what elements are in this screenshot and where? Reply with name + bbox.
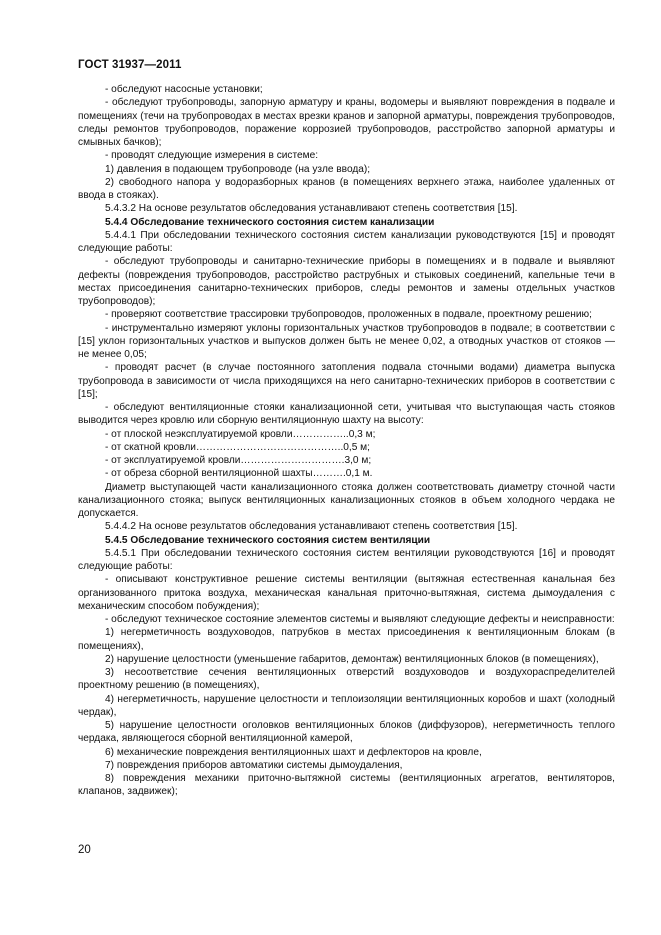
document-body xyxy=(78,83,615,799)
height-value-item: - от эксплуатируемой кровли………………………….3,0 м; xyxy=(105,455,372,466)
list-item: - проводят расчет (в случае постоянного затопления подвала сточными водами) диаметра выпуска трубопровода в зависимости от числа приходящихся на него санитарно-технических приборов в соответствии с [15]; xyxy=(78,362,615,400)
list-item: - инструментально измеряют уклоны горизонтальных участков трубопроводов в подвале; в соответствии с [15] уклон горизонтальных участков и выпусков должен быть не менее 0,02, а отводных участков от стояков — не менее 0,05; xyxy=(78,322,615,360)
list-item: - обследуют трубопроводы и санитарно-технические приборы в помещениях и в подвале и выявляют дефекты (повреждения трубопроводов, расстройство раструбных и стыковых соединений, капельные течи в местах присоединения санитарно-технических приборов, следы ремонтов и замены отдельных участков трубопроводов); xyxy=(78,256,615,307)
numbered-item: 2) свободного напора у водоразборных кранов (в помещениях верхнего этажа, наиболее удаленных от ввода в стояках). xyxy=(78,176,615,201)
numbered-item: 4) негерметичность, нарушение целостности и теплоизоляции вентиляционных коробов и шахт (холодный чердак), xyxy=(78,693,615,718)
height-value-item: - от скатной кровли……………………………………..0,5 м; xyxy=(105,441,370,453)
list-item: - обследуют трубопроводы, запорную арматуру и краны, водомеры и выявляют повреждения в подвале и помещениях (течи на трубопроводах в местах врезки кранов и запорной арматуры, повреждения трубопроводов, следы ремонтов трубопроводов, поражение коррозией трубопроводов, расстройство запорной арматуры и смывных бачков); xyxy=(78,97,615,148)
clause-paragraph: 5.4.3.2 На основе результатов обследования устанавливают степень соответствия [15]. xyxy=(105,203,518,215)
list-item: - обследуют вентиляционные стояки канализационной сети, учитывая что выступающая часть стояков выводится через кровлю или сборную вентиляционную шахту на высоту: xyxy=(78,402,615,427)
clause-paragraph: 5.4.4.1 При обследовании технического состояния систем канализации руководствуются [15] и проводят следующие работы: xyxy=(78,229,615,254)
section-heading: 5.4.5 Обследование технического состояния систем вентиляции xyxy=(105,534,431,546)
clause-paragraph: 5.4.5.1 При обследовании технического состояния систем вентиляции руководствуются [16] и проводят следующие работы: xyxy=(78,547,615,572)
numbered-item: 1) негерметичность воздуховодов, патрубков в местах присоединения к вентиляционным блокам (в помещениях), xyxy=(78,627,615,652)
page-number: 20 xyxy=(78,844,91,856)
numbered-item: 6) механические повреждения вентиляционных шахт и дефлекторов на кровле, xyxy=(105,746,482,758)
list-item: - обследуют насосные установки; xyxy=(105,84,263,95)
list-item: - описывают конструктивное решение системы вентиляции (вытяжная естественная канальная без организованного притока воздуха, механическая канальная приточно-вытяжная, система дымоудаления с механическим способом побуждения); xyxy=(78,574,615,612)
numbered-item: 2) нарушение целостности (уменьшение габаритов, демонтаж) вентиляционных блоков (в помещениях), xyxy=(105,653,599,665)
body-paragraph: Диаметр выступающей части канализационного стояка должен соответствовать диаметру сточной части канализационного стояка; выпуск вентиляционных канализационных стояков в объем холодного чердака не допускается. xyxy=(78,481,615,519)
list-item: - проверяют соответствие трассировки трубопроводов, проложенных в подвале, проектному решению; xyxy=(105,309,592,321)
numbered-item: 1) давления в подающем трубопроводе (на узле ввода); xyxy=(105,163,371,175)
numbered-item: 5) нарушение целостности оголовков вентиляционных блоков (диффузоров), негерметичность теплого чердака, являющегося сборной вентиляционной камерой, xyxy=(78,720,615,745)
document-header: ГОСТ 31937—2011 xyxy=(78,59,182,71)
height-value-item: - от плоской неэксплуатируемой кровли……………..0,3 м; xyxy=(105,428,376,440)
list-item: - обследуют техническое состояние элементов системы и выявляют следующие дефекты и неисправности: xyxy=(105,614,615,625)
list-item: - проводят следующие измерения в системе: xyxy=(105,150,319,162)
numbered-item: 8) повреждения механики приточно-вытяжной системы (вентиляционных агрегатов, вентиляторов, клапанов, задвижек); xyxy=(78,773,615,798)
section-heading: 5.4.4 Обследование технического состояния систем канализации xyxy=(105,216,435,228)
clause-paragraph: 5.4.4.2 На основе результатов обследования устанавливают степень соответствия [15]. xyxy=(105,521,518,533)
numbered-item: 7) повреждения приборов автоматики системы дымоудаления, xyxy=(105,759,403,771)
height-value-item: - от обреза сборной вентиляционной шахты……….0,1 м. xyxy=(105,468,373,480)
numbered-item: 3) несоответствие сечения вентиляционных отверстий воздуховодов и воздухораспределителей проектному решению (в помещениях), xyxy=(78,667,615,692)
